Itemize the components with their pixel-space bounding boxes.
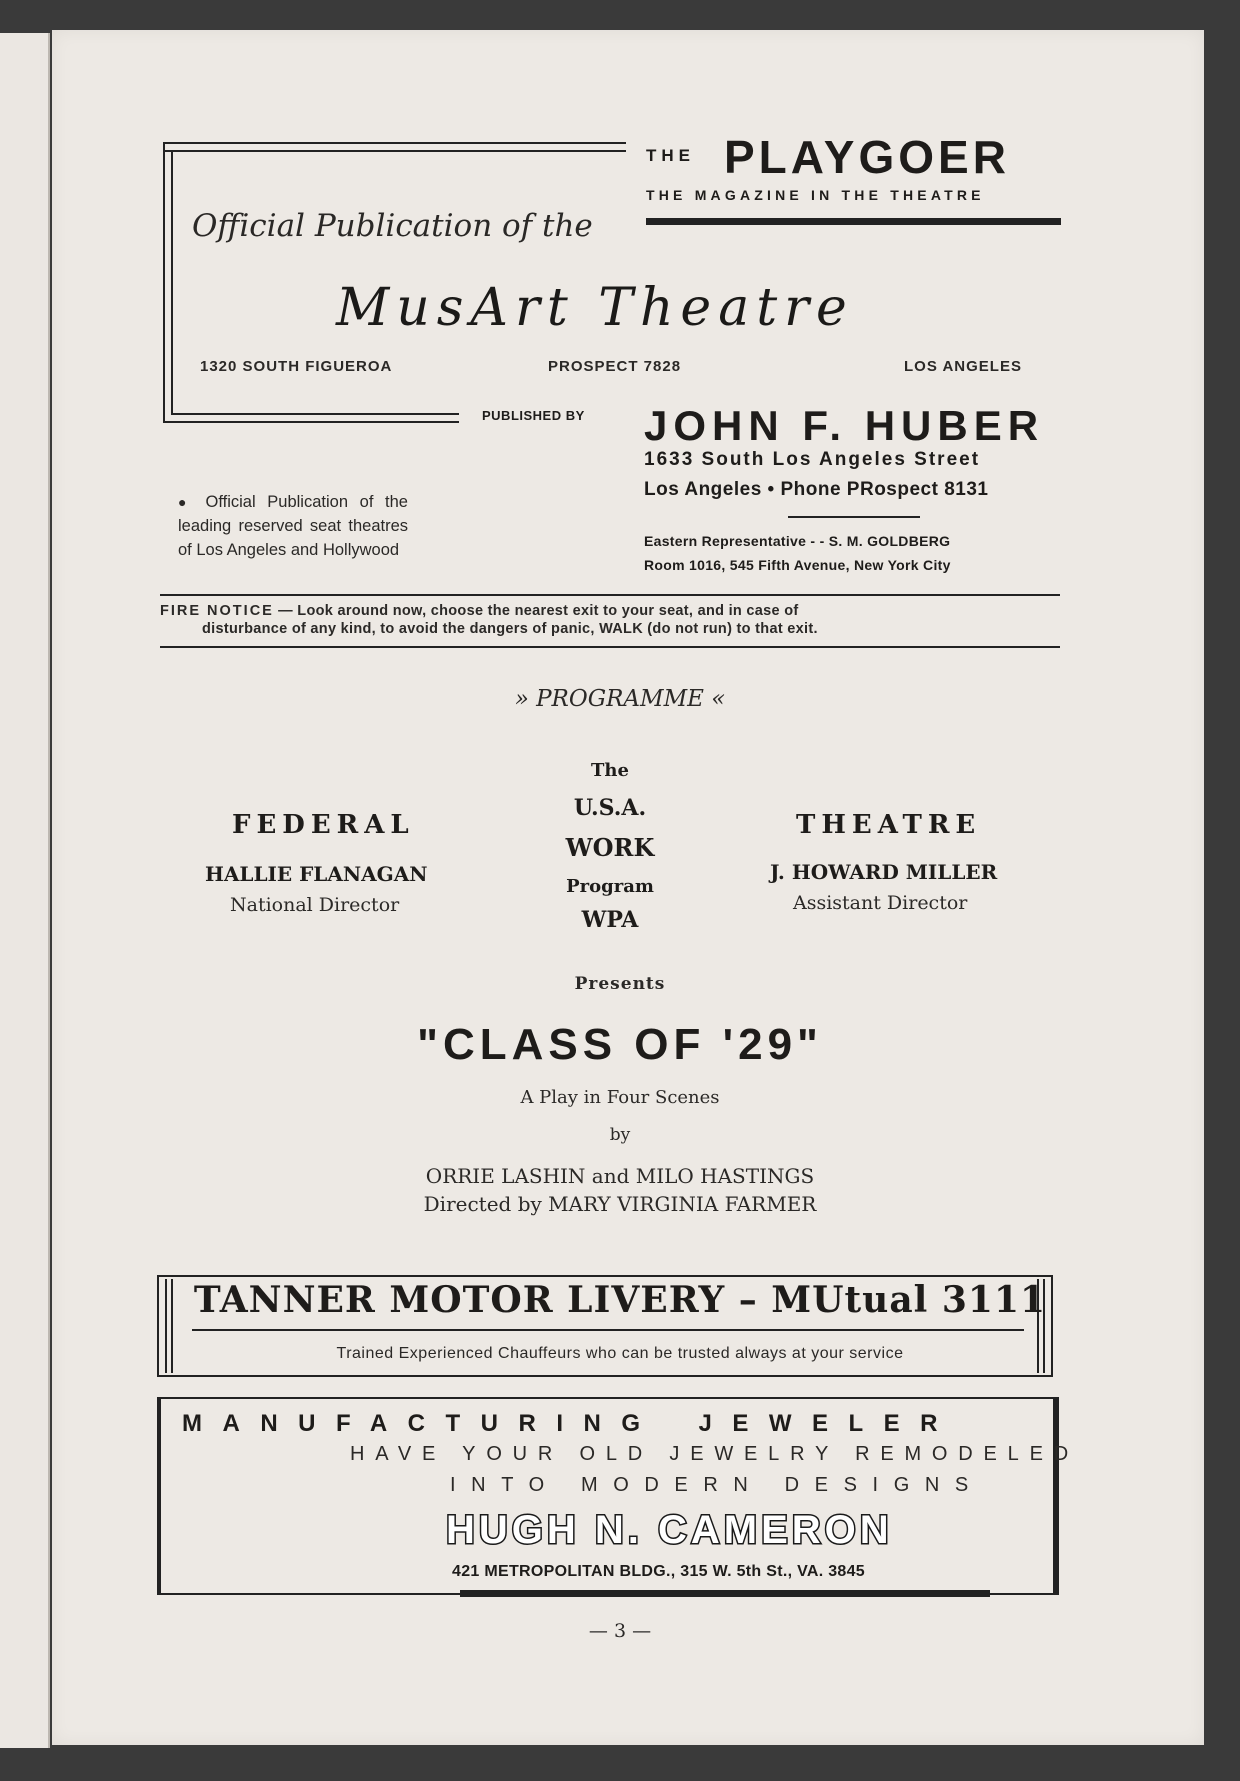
wpa-work: WORK <box>565 833 655 862</box>
fire-notice-label: FIRE NOTICE <box>160 603 274 619</box>
jeweler-ad-border <box>157 1397 1057 1399</box>
publisher-city-phone: Los Angeles • Phone PRospect 8131 <box>644 479 989 500</box>
federal-heading: FEDERAL <box>232 810 415 840</box>
header-frame-line <box>171 150 173 415</box>
wpa-program: Program <box>566 876 654 897</box>
fire-notice-line1: — Look around now, choose the nearest exit to your seat, and in case of <box>273 603 799 619</box>
national-director-role: National Director <box>230 894 400 916</box>
jeweler-ad-line3: INTO MODERN DESIGNS <box>450 1474 984 1496</box>
header-frame-line <box>163 150 626 152</box>
wpa-acronym: WPA <box>581 907 639 933</box>
fire-notice-rule <box>160 594 1060 596</box>
eastern-representative: Eastern Representative - - S. M. GOLDBERG <box>644 533 951 549</box>
programme-heading: » PROGRAMME « <box>514 686 726 712</box>
published-by-label: PUBLISHED BY <box>482 408 585 423</box>
theatre-phone: PROSPECT 7828 <box>548 358 682 375</box>
by-label: by <box>609 1125 631 1145</box>
masthead-tagline: THE MAGAZINE IN THE THEATRE <box>646 187 985 203</box>
jeweler-name: HUGH N. CAMERON <box>446 1508 893 1552</box>
play-subtitle: A Play in Four Scenes <box>520 1087 720 1108</box>
jeweler-word: JEWELER <box>698 1410 958 1437</box>
masthead-title: PLAYGOER <box>724 131 1010 183</box>
masthead-the: THE <box>646 146 695 165</box>
theatre-name: MusArt Theatre <box>336 278 854 338</box>
masthead-rule <box>646 218 1061 225</box>
publisher-street: 1633 South Los Angeles Street <box>644 449 981 470</box>
side-note <box>178 490 408 562</box>
jeweler-ad-line2: HAVE YOUR OLD JEWELRY REMODELED <box>350 1443 1079 1465</box>
jeweler-ad-border <box>157 1397 161 1595</box>
publisher-name: JOHN F. HUBER <box>644 402 1045 449</box>
fire-notice-rule <box>160 646 1060 648</box>
jeweler-ad-border <box>460 1590 990 1597</box>
bullet-icon: ● <box>178 494 194 510</box>
publisher-rule <box>788 516 920 518</box>
publisher-ny-address: Room 1016, 545 Fifth Avenue, New York City <box>644 557 951 573</box>
fire-notice <box>160 602 1062 638</box>
page-number: — 3 — <box>588 1620 652 1642</box>
theatre-heading: THEATRE <box>796 810 982 840</box>
wpa-usa: U.S.A. <box>573 795 647 821</box>
manufacturing-word: MANUFACTURING <box>182 1410 661 1437</box>
theatre-city: LOS ANGELES <box>904 358 1022 375</box>
header-frame-line <box>163 142 165 423</box>
national-director-name: HALLIE FLANAGAN <box>205 862 428 886</box>
jeweler-ad-border <box>1053 1397 1059 1595</box>
wpa-the: The <box>591 760 629 781</box>
header-frame-line <box>163 421 459 423</box>
play-title: "CLASS OF '29" <box>417 1020 823 1069</box>
side-note-text: Official Publication of the leading reserved seat theatres of Los Angeles and Hollywood <box>178 493 408 559</box>
jeweler-ad-headline <box>182 1410 958 1438</box>
theatre-street: 1320 SOUTH FIGUEROA <box>200 358 393 375</box>
header-frame-line <box>163 142 626 144</box>
official-publication-line: Official Publication of the <box>192 208 593 244</box>
tanner-ad-headline: TANNER MOTOR LIVERY – MUtual 3111 <box>193 1279 1047 1321</box>
play-director: Directed by MARY VIRGINIA FARMER <box>423 1192 817 1216</box>
fire-notice-line2: disturbance of any kind, to avoid the dangers of panic, WALK (do not run) to that exit. <box>202 621 818 637</box>
jeweler-address: 421 METROPOLITAN BLDG., 315 W. 5th St., VA. 3845 <box>452 1563 866 1580</box>
facing-page-edge <box>0 33 50 1748</box>
play-authors: ORRIE LASHIN and MILO HASTINGS <box>425 1164 815 1188</box>
presents-label: Presents <box>574 974 666 994</box>
tanner-ad-subline: Trained Experienced Chauffeurs who can be trusted always at your service <box>336 1345 904 1362</box>
assistant-director-name: J. HOWARD MILLER <box>770 860 998 884</box>
tanner-ad-rule <box>192 1329 1024 1331</box>
assistant-director-role: Assistant Director <box>793 892 968 914</box>
header-frame-line <box>171 413 459 415</box>
